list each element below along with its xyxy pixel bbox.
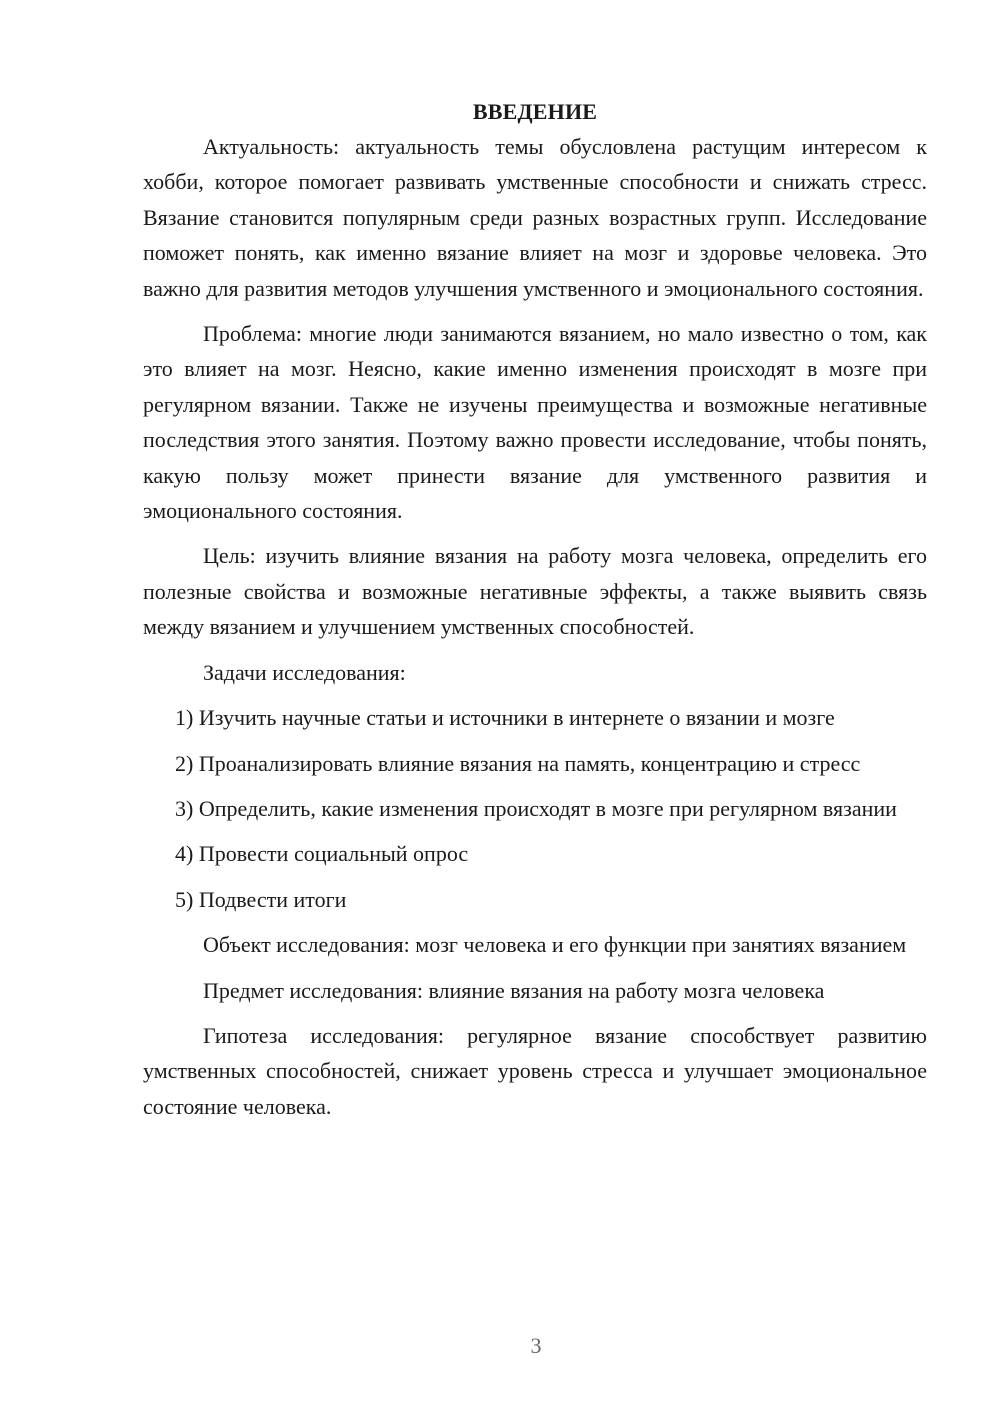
task-item-4: 4) Провести социальный опрос xyxy=(175,841,469,867)
goal-paragraph: Цель: изучить влияние вязания на работу мозга человека, определить его полезные свойства и возможные негативные эффекты, а также выявить связь между вязанием и улучшением умственных способностей. xyxy=(143,543,927,640)
task-item-1: 1) Изучить научные статьи и источники в интернете о вязании и мозге xyxy=(175,705,835,731)
tasks-heading: Задачи исследования: xyxy=(203,659,406,685)
section-title: ВВЕДЕНИЕ xyxy=(472,99,598,124)
task-item-2: 2) Проанализировать влияние вязания на память, концентрацию и стресс xyxy=(175,750,861,776)
relevance-paragraph: Актуальность: актуальность темы обусловлена растущим интересом к хобби, которое помогает развивать умственные способности и снижать стресс. Вязание становится популярным среди разных возрастных групп. Исследование поможет понять, как именно вязание влияет на мозг и здоровье человека. Это важно для развития методов улучшения умственного и эмоционального состояния. xyxy=(143,134,927,301)
object-paragraph: Объект исследования: мозг человека и его функции при занятиях вязанием xyxy=(203,932,907,958)
task-item-5: 5) Подвести итоги xyxy=(175,886,347,912)
task-item-3: 3) Определить, какие изменения происходят в мозге при регулярном вязании xyxy=(175,795,897,821)
page-content xyxy=(143,94,927,1134)
problem-paragraph: Проблема: многие люди занимаются вязанием, но мало известно о том, как это влияет на мозг. Неясно, какие именно изменения происходят в мозге при регулярном вязании. Также не изучены преимущества и возможные негативные последствия этого занятия. Поэтому важно провести исследование, чтобы понять, какую пользу может принести вязание для умственного развития и эмоционального состояния. xyxy=(143,321,927,524)
subject-paragraph: Предмет исследования: влияние вязания на работу мозга человека xyxy=(203,977,825,1003)
page-number: 3 xyxy=(530,1333,542,1358)
hypothesis-paragraph: Гипотеза исследования: регулярное вязание способствует развитию умственных способностей, снижает уровень стресса и улучшает эмоциональное состояние человека. xyxy=(143,1022,927,1119)
